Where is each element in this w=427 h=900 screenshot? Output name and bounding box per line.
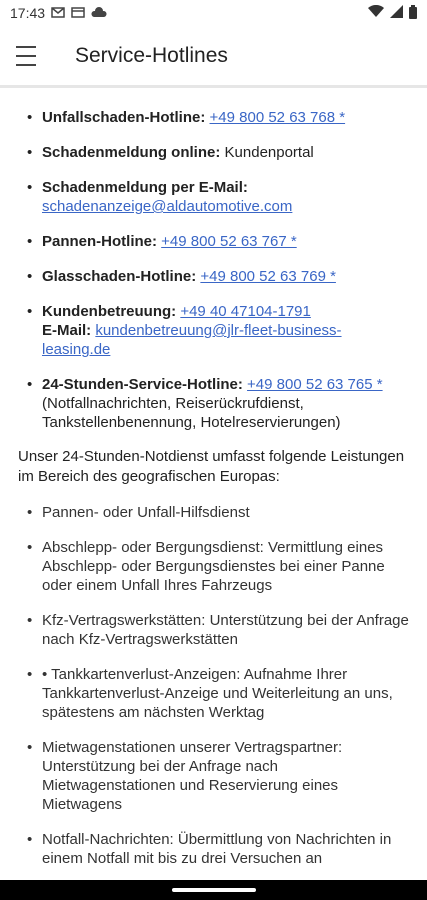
hotline-label: Schadenmeldung per E-Mail: [42,179,248,196]
signal-icon [390,5,403,21]
hotline-phone-link[interactable]: +49 800 52 63 768 * [209,109,346,126]
menu-icon[interactable] [16,46,42,66]
content [0,92,427,880]
service-item: • Abschlepp- oder Bergungsdienst: Vermittlung eines Abschlepp- oder Bergungsdienstes bei einer Panne oder einem Unfall Ihres Fahrzeugs [18,538,409,595]
hotline-phone-link[interactable]: +49 800 52 63 765 * [247,376,383,393]
wifi-icon [368,5,384,21]
hotline-item-glasschaden [18,267,409,286]
home-indicator[interactable] [172,888,256,892]
hotline-email-link[interactable]: schadenanzeige@aldautomotive.com [42,198,293,215]
status-left [10,5,107,21]
hotline-item-24h-service [18,375,409,432]
hotline-note: (Notfallnachrichten, Reiserückrufdienst, Tankstellenbenennung, Hotelreservierungen) [42,395,341,431]
service-item: • • Tankkartenverlust-Anzeigen: Aufnahme Ihrer Tankkartenverlust-Anzeige und Weiterleitung an uns, spätestens am nächsten Werktag [18,665,409,722]
hotline-label: Pannen-Hotline: [42,233,157,250]
service-list [18,503,409,868]
hotline-phone-link[interactable]: +49 800 52 63 769 * [200,268,336,285]
hotline-phone-link[interactable]: +49 40 47104-1791 [180,303,311,320]
status-time: 17:43 [10,5,46,21]
hotline-value: Kundenportal [224,144,314,161]
hotline-label: 24-Stunden-Service-Hotline: [42,376,243,393]
service-item: • Pannen- oder Unfall-Hilfsdienst [18,503,409,522]
navigation-bar [0,880,427,900]
card-icon [71,5,85,21]
hotline-email-link[interactable]: kundenbetreuung@jlr-fleet-business-leasing.de [42,322,342,358]
service-item: • Notfall-Nachrichten: Übermittlung von Nachrichten in einem Notfall mit bis zu drei Versuchen an [18,830,409,868]
cloud-icon [91,5,107,21]
service-item: • Kfz-Vertragswerkstätten: Unterstützung bei der Anfrage nach Kfz-Vertragswerkstätten [18,611,409,649]
hotline-label: Schadenmeldung online: [42,144,221,161]
battery-icon [409,5,417,22]
status-right [368,5,417,22]
app-bar [0,26,427,88]
hotline-phone-link[interactable]: +49 800 52 63 767 * [161,233,297,250]
intro-paragraph: Unser 24-Stunden-Notdienst umfasst folgende Leistungen im Bereich des geografischen Europas: [18,448,405,485]
hotline-item-pannen [18,232,409,251]
status-bar [0,0,427,26]
hotline-email-label: E-Mail: [42,322,92,339]
page-title: Service-Hotlines [75,43,228,67]
hotline-item-unfallschaden [18,108,409,127]
hotline-item-schadenmeldung-online [18,143,409,162]
gmail-icon [51,5,65,21]
hotline-label: Unfallschaden-Hotline: [42,109,206,126]
hotline-label: Kundenbetreuung: [42,303,177,320]
service-item: • Mietwagenstationen unserer Vertragspartner: Unterstützung bei der Anfrage nach Mietwagenstationen und Reservierung eines Mietwagens [18,738,409,814]
hotline-item-schadenmeldung-email [18,178,409,216]
hotline-item-kundenbetreuung [18,302,409,359]
hotline-label: Glasschaden-Hotline: [42,268,197,285]
hotline-list [18,108,409,432]
